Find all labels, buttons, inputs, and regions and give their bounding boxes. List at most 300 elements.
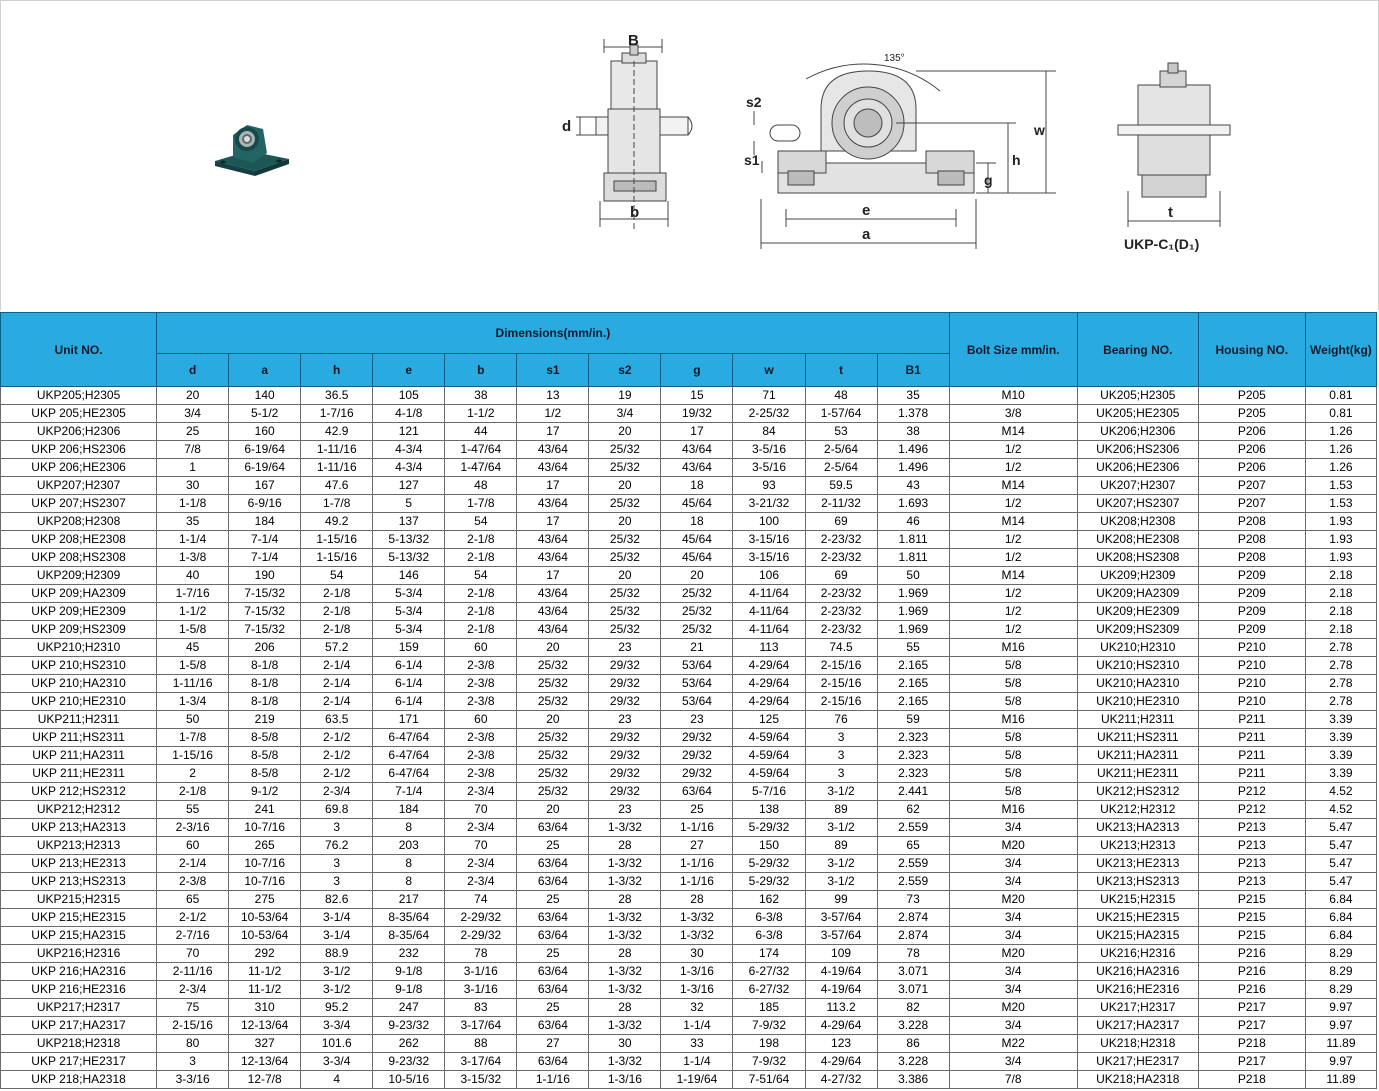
table-cell: 4-11/64 [733,585,805,603]
table-cell: UKP 207;HS2307 [1,495,157,513]
table-cell: 25/32 [589,459,661,477]
table-cell: 3/8 [949,405,1077,423]
table-cell: 3-1/2 [805,819,877,837]
table-cell: 2-1/4 [301,657,373,675]
table-cell: 1-5/8 [157,621,229,639]
table-row [1,819,1377,837]
table-cell: 162 [733,891,805,909]
table-cell: 6-27/32 [733,981,805,999]
table-cell: 25/32 [661,585,733,603]
table-cell: UK209;HA2309 [1077,585,1198,603]
table-cell: 1-57/64 [805,405,877,423]
table-cell: UK211;HE2311 [1077,765,1198,783]
table-cell: 33 [661,1035,733,1053]
table-cell: 7-9/32 [733,1017,805,1035]
table-cell: 63/64 [517,819,589,837]
table-cell: 1-1/16 [661,873,733,891]
table-cell: 4-11/64 [733,603,805,621]
table-cell: 160 [229,423,301,441]
table-cell: 25/32 [589,585,661,603]
table-cell: 25/32 [589,603,661,621]
table-cell: 45/64 [661,531,733,549]
table-cell: 5-3/4 [373,585,445,603]
table-cell: UK208;HS2308 [1077,549,1198,567]
table-cell: 23 [661,711,733,729]
table-cell: 25 [517,999,589,1017]
table-row [1,945,1377,963]
table-cell: P216 [1198,963,1305,981]
table-cell: 9-1/8 [373,981,445,999]
table-cell: UK211;HS2311 [1077,729,1198,747]
table-cell: 1-7/16 [157,585,229,603]
table-cell: 8-5/8 [229,747,301,765]
table-cell: 50 [877,567,949,585]
table-cell: UK215;HE2315 [1077,909,1198,927]
table-cell: 8-1/8 [229,675,301,693]
table-row [1,621,1377,639]
table-cell: 20 [517,711,589,729]
table-cell: M16 [949,711,1077,729]
table-cell: 2.18 [1305,621,1376,639]
table-row [1,387,1377,405]
table-cell: 1-1/4 [661,1017,733,1035]
dimension-drawings [556,31,1256,271]
table-cell: 6-1/4 [373,657,445,675]
table-row [1,891,1377,909]
table-cell: UK206;H2306 [1077,423,1198,441]
table-cell: 1 [157,459,229,477]
table-cell: UK207;HS2307 [1077,495,1198,513]
table-cell: 2-1/8 [157,783,229,801]
table-cell: 12-13/64 [229,1053,301,1071]
table-cell: 57.2 [301,639,373,657]
table-cell: 53 [805,423,877,441]
table-cell: 83 [445,999,517,1017]
table-cell: 7-1/4 [229,549,301,567]
table-cell: 2-1/8 [445,531,517,549]
table-cell: P215 [1198,909,1305,927]
table-cell: 137 [373,513,445,531]
table-cell: 2-1/2 [301,765,373,783]
table-cell: 3/4 [157,405,229,423]
table-cell: UKP 209;HA2309 [1,585,157,603]
table-cell: 5-7/16 [733,783,805,801]
table-cell: 185 [733,999,805,1017]
table-cell: 1.53 [1305,495,1376,513]
table-cell: 44 [445,423,517,441]
table-cell: 1/2 [949,495,1077,513]
table-row [1,981,1377,999]
table-cell: P206 [1198,441,1305,459]
pillow-block-photo [209,113,294,183]
table-cell: 109 [805,945,877,963]
table-cell: 28 [589,945,661,963]
table-cell: 13 [517,387,589,405]
table-cell: 8-5/8 [229,765,301,783]
table-cell: 2.78 [1305,639,1376,657]
table-cell: P210 [1198,657,1305,675]
table-cell: P209 [1198,603,1305,621]
table-cell: 25 [517,891,589,909]
table-cell: 80 [157,1035,229,1053]
table-cell: 59.5 [805,477,877,495]
table-cell: 5-1/2 [229,405,301,423]
table-cell: 4 [301,1071,373,1089]
table-cell: 5-3/4 [373,603,445,621]
table-cell: UK213;HS2313 [1077,873,1198,891]
table-cell: 4.52 [1305,801,1376,819]
table-cell: UKP208;H2308 [1,513,157,531]
table-cell: 4-3/4 [373,441,445,459]
table-cell: 10-53/64 [229,927,301,945]
table-row [1,765,1377,783]
table-cell: 3-1/4 [301,909,373,927]
table-cell: 53/64 [661,693,733,711]
table-cell: 3 [805,729,877,747]
table-cell: 6.84 [1305,909,1376,927]
table-cell: 1.378 [877,405,949,423]
table-cell: 1-3/32 [589,819,661,837]
table-cell: 3 [301,819,373,837]
table-cell: M20 [949,891,1077,909]
table-cell: 12-13/64 [229,1017,301,1035]
table-cell: 1-15/16 [301,549,373,567]
side-view-drawing [754,64,1056,249]
table-cell: 1/2 [949,459,1077,477]
table-cell: 159 [373,639,445,657]
table-cell: 1-1/4 [661,1053,733,1071]
table-cell: 1-7/8 [445,495,517,513]
table-cell: 25/32 [589,441,661,459]
table-cell: 2.559 [877,855,949,873]
table-cell: 17 [517,477,589,495]
table-cell: P216 [1198,981,1305,999]
label-a: a [862,226,871,243]
table-cell: 48 [445,477,517,495]
table-cell: 93 [733,477,805,495]
table-cell: 6-27/32 [733,963,805,981]
table-cell: 99 [805,891,877,909]
table-cell: 3-15/16 [733,549,805,567]
table-cell: 1/2 [949,441,1077,459]
table-cell: UKP 209;HS2309 [1,621,157,639]
table-cell: 9-1/8 [373,963,445,981]
table-cell: 2-25/32 [733,405,805,423]
table-cell: 25/32 [661,621,733,639]
table-cell: UKP 208;HS2308 [1,549,157,567]
table-cell: 1-47/64 [445,459,517,477]
table-cell: M22 [949,1035,1077,1053]
table-cell: 241 [229,801,301,819]
table-cell: 2-3/4 [445,873,517,891]
table-cell: 74 [445,891,517,909]
header-b: b [445,354,517,387]
table-cell: UKP 215;HA2315 [1,927,157,945]
table-cell: 2-29/32 [445,927,517,945]
table-cell: UKP 210;HS2310 [1,657,157,675]
table-cell: P213 [1198,837,1305,855]
table-cell: 8-35/64 [373,909,445,927]
table-cell: 10-53/64 [229,909,301,927]
table-cell: UKP 213;HS2313 [1,873,157,891]
header-unit-no: Unit NO. [1,313,157,387]
table-cell: 1-7/16 [301,405,373,423]
table-cell: 125 [733,711,805,729]
table-cell: 84 [733,423,805,441]
table-cell: 1-11/16 [301,459,373,477]
table-cell: 2.323 [877,765,949,783]
table-row [1,999,1377,1017]
table-cell: 3-57/64 [805,927,877,945]
table-cell: 88.9 [301,945,373,963]
table-cell: P212 [1198,801,1305,819]
table-cell: 45/64 [661,549,733,567]
table-cell: 25/32 [517,657,589,675]
table-row [1,477,1377,495]
table-row [1,1017,1377,1035]
table-cell: 4-27/32 [805,1071,877,1089]
table-cell: 3.39 [1305,711,1376,729]
table-cell: P208 [1198,513,1305,531]
table-cell: 1-3/16 [661,981,733,999]
label-w: w [1034,122,1045,138]
table-cell: 3/4 [949,963,1077,981]
table-cell: 7-9/32 [733,1053,805,1071]
table-cell: 8 [373,873,445,891]
table-cell: UK208;HE2308 [1077,531,1198,549]
table-row [1,639,1377,657]
table-cell: UK210;HE2310 [1077,693,1198,711]
table-cell: 25/32 [517,783,589,801]
table-cell: 2.323 [877,747,949,765]
table-cell: UK218;H2318 [1077,1035,1198,1053]
figure-area [0,0,1379,310]
table-cell: 43 [877,477,949,495]
table-cell: 29/32 [589,765,661,783]
table-cell: UK210;H2310 [1077,639,1198,657]
table-cell: 3-5/16 [733,441,805,459]
table-cell: 5/8 [949,657,1077,675]
table-cell: 2-1/8 [445,585,517,603]
table-cell: 4-29/64 [733,693,805,711]
table-cell: P213 [1198,855,1305,873]
table-cell: 2-1/4 [301,693,373,711]
table-cell: UKP 211;HS2311 [1,729,157,747]
table-cell: 1-3/32 [589,1017,661,1035]
table-cell: UK216;HE2316 [1077,981,1198,999]
table-cell: P210 [1198,693,1305,711]
table-cell: UK210;HS2310 [1077,657,1198,675]
table-cell: 70 [445,837,517,855]
table-cell: P215 [1198,927,1305,945]
table-cell: 1/2 [949,531,1077,549]
table-cell: UKP210;H2310 [1,639,157,657]
table-row [1,585,1377,603]
table-row [1,927,1377,945]
table-cell: 105 [373,387,445,405]
label-e: e [862,202,871,219]
table-cell: 29/32 [661,747,733,765]
table-cell: 65 [877,837,949,855]
table-cell: 4-19/64 [805,963,877,981]
table-cell: 45/64 [661,495,733,513]
table-cell: P211 [1198,765,1305,783]
table-cell: P210 [1198,639,1305,657]
table-cell: 54 [301,567,373,585]
table-cell: 69.8 [301,801,373,819]
table-cell: 2.165 [877,693,949,711]
table-row [1,675,1377,693]
table-cell: 2.78 [1305,675,1376,693]
table-cell: 3-1/4 [301,927,373,945]
table-cell: M20 [949,999,1077,1017]
table-cell: 2-1/8 [445,621,517,639]
table-cell: 2-1/2 [157,909,229,927]
table-cell: 9-1/2 [229,783,301,801]
table-cell: P213 [1198,819,1305,837]
table-cell: 63/64 [517,1053,589,1071]
table-cell: 43/64 [517,621,589,639]
table-cell: 28 [589,999,661,1017]
table-cell: 2.559 [877,873,949,891]
header-d: d [157,354,229,387]
table-cell: 1-47/64 [445,441,517,459]
table-cell: 36.5 [301,387,373,405]
table-row [1,1071,1377,1089]
table-cell: 18 [661,477,733,495]
table-cell: 78 [445,945,517,963]
table-row [1,459,1377,477]
table-cell: 2-23/32 [805,549,877,567]
table-row [1,1035,1377,1053]
header-bolt-size: Bolt Size mm/in. [949,313,1077,387]
table-cell: 219 [229,711,301,729]
table-cell: 275 [229,891,301,909]
table-row [1,513,1377,531]
table-cell: 3.386 [877,1071,949,1089]
table-cell: 7-1/4 [229,531,301,549]
table-cell: 1-11/16 [301,441,373,459]
table-cell: 3 [805,765,877,783]
table-cell: 1-15/16 [157,747,229,765]
table-cell: 265 [229,837,301,855]
table-cell: 3-15/32 [445,1071,517,1089]
table-cell: 43/64 [661,441,733,459]
table-cell: P211 [1198,711,1305,729]
table-cell: 8.29 [1305,963,1376,981]
label-b: b [630,204,640,221]
table-cell: UKP 216;HE2316 [1,981,157,999]
table-cell: 11.89 [1305,1071,1376,1089]
table-cell: P208 [1198,549,1305,567]
table-cell: 1.811 [877,549,949,567]
table-cell: 1.93 [1305,513,1376,531]
table-cell: 17 [661,423,733,441]
table-cell: M10 [949,387,1077,405]
table-cell: 2-3/8 [445,765,517,783]
table-cell: M16 [949,639,1077,657]
table-cell: 106 [733,567,805,585]
table-cell: 113 [733,639,805,657]
table-row [1,711,1377,729]
table-cell: P206 [1198,423,1305,441]
table-row [1,693,1377,711]
table-cell: 19/32 [661,405,733,423]
table-cell: UK215;HA2315 [1077,927,1198,945]
table-cell: 3-1/2 [805,783,877,801]
table-cell: 6-9/16 [229,495,301,513]
table-cell: UK205;H2305 [1077,387,1198,405]
table-cell: 8.29 [1305,945,1376,963]
table-cell: 2-1/2 [301,747,373,765]
table-cell: 2-3/4 [445,783,517,801]
table-cell: UKP 209;HE2309 [1,603,157,621]
table-cell: 7-15/32 [229,603,301,621]
table-cell: UKP207;H2307 [1,477,157,495]
table-cell: 25/32 [589,495,661,513]
table-cell: UK212;H2312 [1077,801,1198,819]
table-cell: 3 [301,873,373,891]
table-cell: 1-1/16 [661,819,733,837]
header-weight: Weight(kg) [1305,313,1376,387]
table-row [1,567,1377,585]
table-cell: 2-29/32 [445,909,517,927]
table-cell: 113.2 [805,999,877,1017]
table-cell: 2-3/8 [445,693,517,711]
table-cell: 1-3/32 [589,873,661,891]
table-cell: 69 [805,513,877,531]
table-cell: UKP 211;HE2311 [1,765,157,783]
table-cell: 10-7/16 [229,855,301,873]
label-angle: 135° [884,53,905,64]
table-cell: 6-47/64 [373,729,445,747]
table-cell: 35 [157,513,229,531]
table-row [1,747,1377,765]
table-cell: 3/4 [949,909,1077,927]
table-cell: 9-23/32 [373,1053,445,1071]
table-cell: 2-15/16 [157,1017,229,1035]
table-cell: UKP 213;HA2313 [1,819,157,837]
header-g: g [661,354,733,387]
table-cell: 9-23/32 [373,1017,445,1035]
table-cell: 25 [517,837,589,855]
table-cell: 63/64 [517,927,589,945]
table-cell: M14 [949,513,1077,531]
table-cell: M16 [949,801,1077,819]
table-cell: 171 [373,711,445,729]
table-cell: 2.559 [877,819,949,837]
table-cell: 6-19/64 [229,441,301,459]
table-cell: UK211;HA2311 [1077,747,1198,765]
table-cell: 3-1/2 [805,855,877,873]
table-cell: UK213;H2313 [1077,837,1198,855]
table-cell: 25/32 [517,693,589,711]
table-cell: 43/64 [517,531,589,549]
table-cell: 17 [517,513,589,531]
table-cell: UK209;H2309 [1077,567,1198,585]
table-cell: 4-11/64 [733,621,805,639]
table-cell: 2.874 [877,909,949,927]
table-cell: 29/32 [589,729,661,747]
table-cell: 25/32 [517,675,589,693]
table-cell: 35 [877,387,949,405]
table-cell: 1.969 [877,621,949,639]
table-cell: 12-7/8 [229,1071,301,1089]
table-cell: 10-7/16 [229,873,301,891]
table-cell: UKP 211;HA2311 [1,747,157,765]
table-cell: 4-1/8 [373,405,445,423]
table-cell: 5.47 [1305,873,1376,891]
